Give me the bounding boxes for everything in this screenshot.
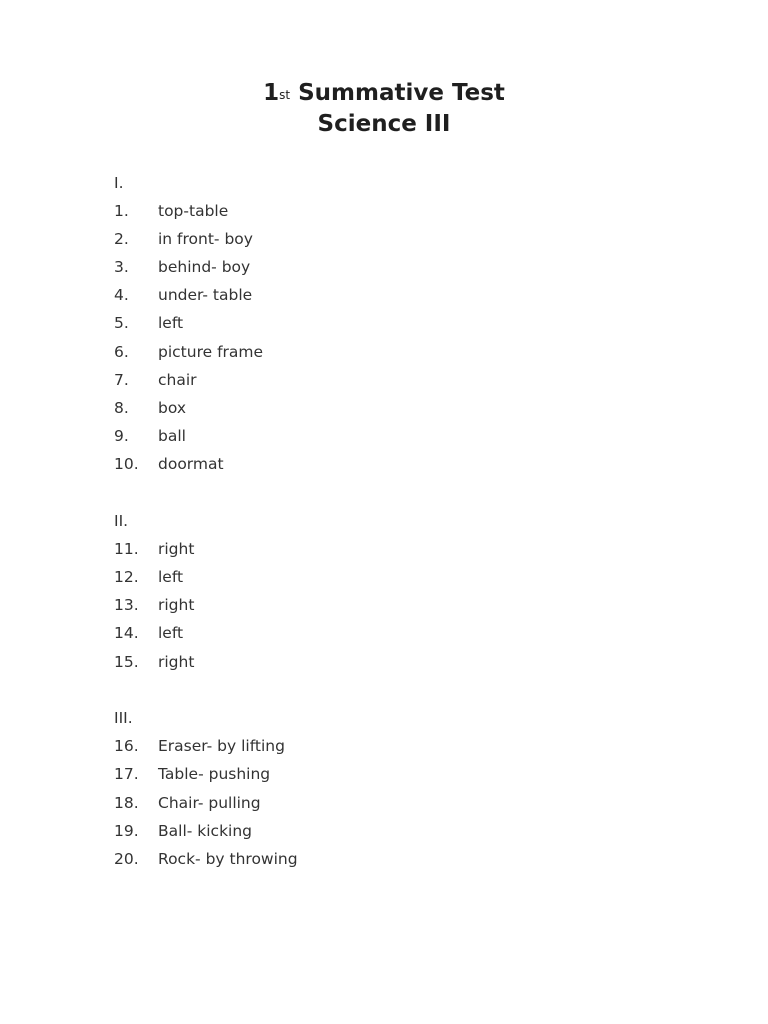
item-answer: top-table xyxy=(158,202,229,220)
list-item xyxy=(114,343,674,365)
item-answer: behind- boy xyxy=(158,258,251,276)
item-answer: left xyxy=(158,314,184,332)
document-title xyxy=(0,78,768,140)
item-number: 6. xyxy=(114,343,129,361)
item-answer: ball xyxy=(158,427,186,445)
list-item xyxy=(114,286,674,308)
list-item xyxy=(114,540,674,562)
title-test-name: Summative Test xyxy=(290,80,505,106)
item-number: 15. xyxy=(114,653,139,671)
list-item xyxy=(114,653,674,675)
list-item xyxy=(114,737,674,759)
item-number: 19. xyxy=(114,822,139,840)
list-item xyxy=(114,822,674,844)
list-item xyxy=(114,624,674,646)
item-number: 13. xyxy=(114,596,139,614)
item-number: 4. xyxy=(114,286,129,304)
item-answer: Eraser- by lifting xyxy=(158,737,285,755)
item-answer: picture frame xyxy=(158,343,264,361)
list-item xyxy=(114,371,674,393)
section-label-1: I. xyxy=(114,174,124,192)
item-number: 14. xyxy=(114,624,139,642)
list-item xyxy=(114,765,674,787)
item-answer: Table- pushing xyxy=(158,765,271,783)
item-number: 20. xyxy=(114,850,139,868)
list-item xyxy=(114,850,674,872)
list-item xyxy=(114,794,674,816)
item-number: 10. xyxy=(114,455,139,473)
item-answer: under- table xyxy=(158,286,253,304)
item-answer: Ball- kicking xyxy=(158,822,253,840)
item-answer: right xyxy=(158,596,195,614)
item-answer: chair xyxy=(158,371,197,389)
item-answer: Chair- pulling xyxy=(158,794,261,812)
item-answer: left xyxy=(158,624,184,642)
title-ordinal-suffix: st xyxy=(279,88,291,102)
list-item xyxy=(114,202,674,224)
item-answer: left xyxy=(158,568,184,586)
item-number: 2. xyxy=(114,230,129,248)
item-number: 12. xyxy=(114,568,139,586)
title-line-2: Science III xyxy=(317,111,451,137)
item-answer: box xyxy=(158,399,187,417)
title-ordinal-number: 1 xyxy=(263,80,280,106)
list-item xyxy=(114,596,674,618)
item-number: 18. xyxy=(114,794,139,812)
list-item xyxy=(114,314,674,336)
item-number: 5. xyxy=(114,314,129,332)
list-item xyxy=(114,230,674,252)
item-number: 7. xyxy=(114,371,129,389)
list-item xyxy=(114,427,674,449)
item-answer: in front- boy xyxy=(158,230,253,248)
section-label-3: III. xyxy=(114,709,133,727)
item-number: 16. xyxy=(114,737,139,755)
item-number: 11. xyxy=(114,540,139,558)
item-number: 8. xyxy=(114,399,129,417)
list-item xyxy=(114,258,674,280)
list-item xyxy=(114,568,674,590)
item-answer: doormat xyxy=(158,455,224,473)
item-number: 17. xyxy=(114,765,139,783)
section-label-2: II. xyxy=(114,512,129,530)
item-answer: Rock- by throwing xyxy=(158,850,298,868)
item-answer: right xyxy=(158,540,195,558)
title-line-1 xyxy=(0,78,768,109)
item-number: 9. xyxy=(114,427,129,445)
item-number: 3. xyxy=(114,258,129,276)
list-item xyxy=(114,399,674,421)
item-number: 1. xyxy=(114,202,129,220)
list-item xyxy=(114,455,674,477)
item-answer: right xyxy=(158,653,195,671)
